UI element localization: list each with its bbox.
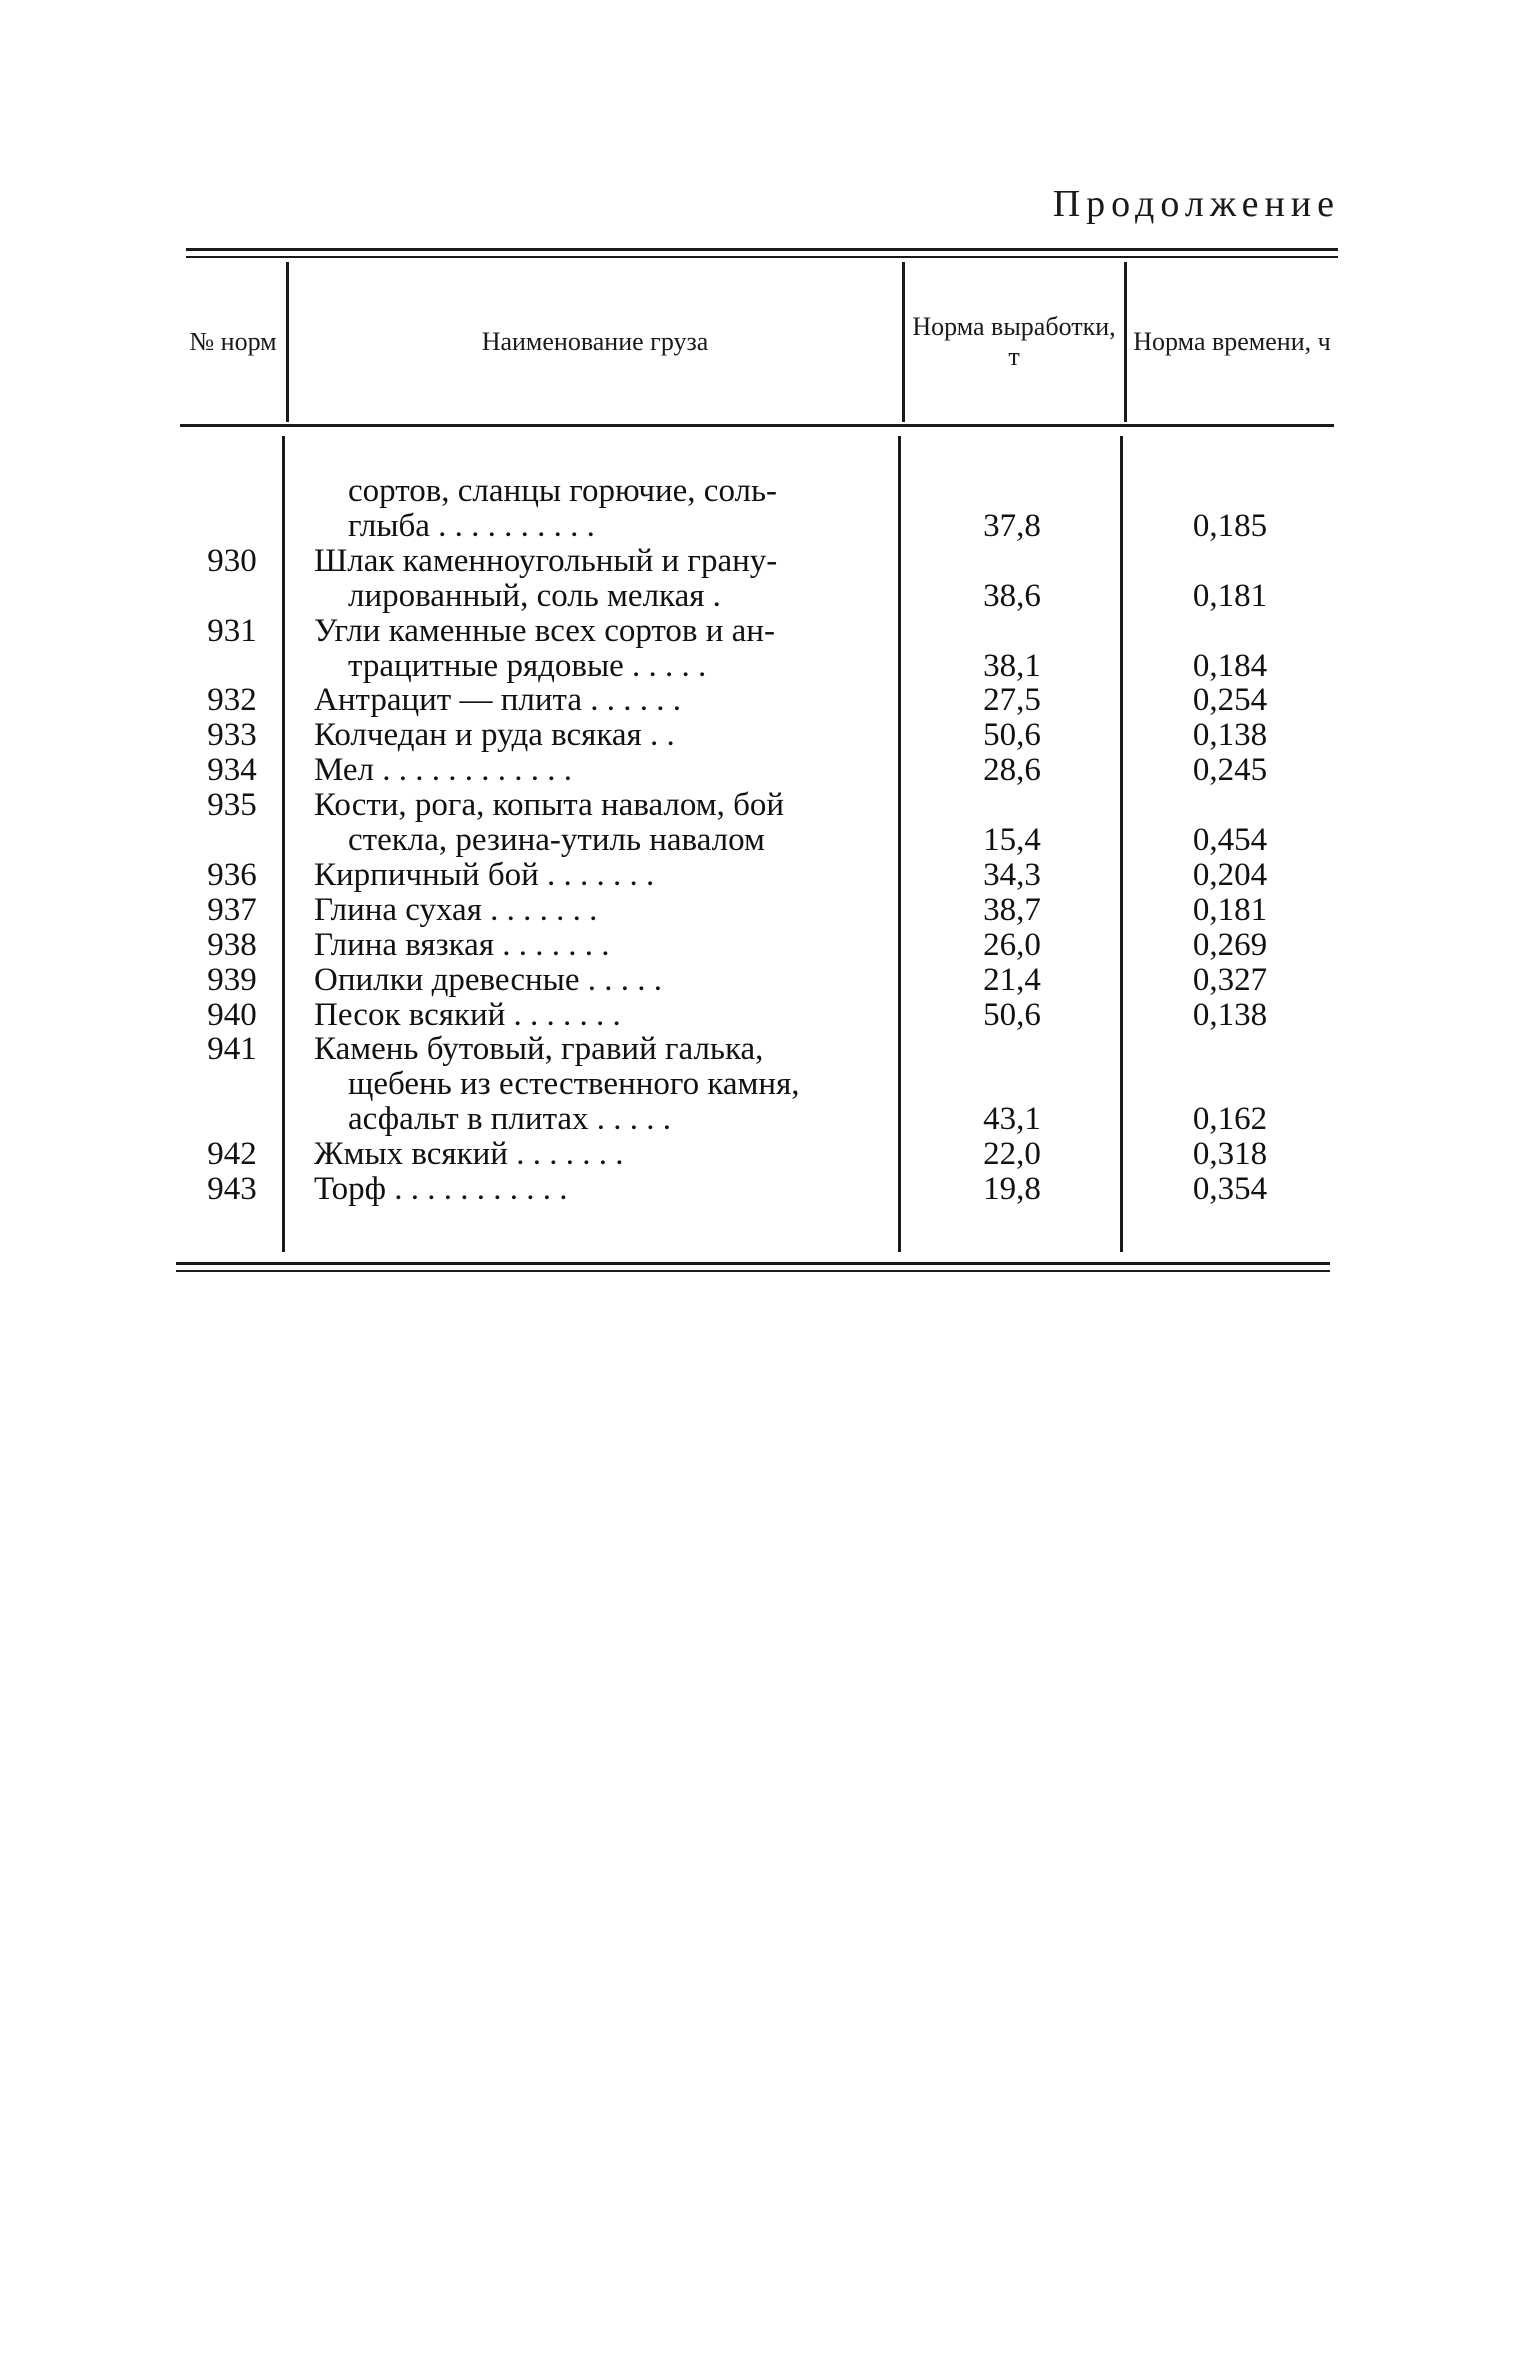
cargo-name: Колчедан и руда всякая . . <box>314 717 675 754</box>
cargo-name: Глина вязкая . . . . . . . <box>314 926 610 963</box>
cargo-name: щебень из естественного камня, <box>348 1066 800 1103</box>
header-bottom-rule <box>180 424 1334 427</box>
time-norm: 0,318 <box>1192 1136 1268 1173</box>
time-norm: 0,184 <box>1192 647 1268 684</box>
row-number: 932 <box>207 682 257 719</box>
output-norm: 26,0 <box>983 926 1041 963</box>
time-norm: 0,162 <box>1192 1101 1268 1138</box>
output-norm: 19,8 <box>983 1171 1041 1207</box>
cargo-name: Шлак каменноугольный и грану- <box>314 542 778 579</box>
col-sep-1-header <box>286 262 289 422</box>
cargo-name: Кирпичный бой . . . . . . . <box>314 856 655 893</box>
header-output: Норма выработки, т <box>912 312 1116 371</box>
row-number: 942 <box>207 1136 257 1173</box>
header-number: № норм <box>189 327 277 356</box>
time-norm: 0,269 <box>1192 926 1268 963</box>
output-norm: 50,6 <box>983 996 1041 1033</box>
header-time: Норма времени, ч <box>1133 327 1331 356</box>
row-number: 931 <box>207 612 257 649</box>
row-number: 938 <box>207 926 257 963</box>
cargo-name: сортов, сланцы горючие, соль- <box>348 473 778 509</box>
row-number: 936 <box>207 856 257 893</box>
row-number: 943 <box>207 1171 257 1207</box>
table-top-rule <box>186 248 1338 251</box>
table-bottom-rule-thin <box>176 1270 1330 1272</box>
cargo-name: глыба . . . . . . . . . . <box>348 507 595 544</box>
col-sep-1-body <box>282 436 285 1252</box>
output-norm: 43,1 <box>983 1101 1041 1138</box>
table-top-rule-thin <box>186 256 1338 258</box>
time-norm: 0,181 <box>1192 891 1268 928</box>
cargo-name: Мел . . . . . . . . . . . . <box>314 752 573 789</box>
time-norm: 0,354 <box>1192 1171 1268 1207</box>
row-number: 933 <box>207 717 257 754</box>
row-number: 941 <box>207 1031 257 1068</box>
time-norm: 0,327 <box>1192 961 1268 998</box>
row-number: 934 <box>207 752 257 789</box>
time-norm: 0,454 <box>1192 822 1268 858</box>
row-number: 937 <box>207 891 257 928</box>
cargo-name: асфальт в плитах . . . . . <box>348 1101 672 1138</box>
row-number: 939 <box>207 961 257 998</box>
output-norm: 15,4 <box>983 822 1041 858</box>
row-number: 940 <box>207 996 257 1033</box>
cargo-name: лированный, соль мелкая . <box>348 577 721 614</box>
col-sep-3-header <box>1124 262 1127 422</box>
time-norm: 0,204 <box>1192 856 1268 893</box>
output-norm: 22,0 <box>983 1136 1041 1173</box>
time-norm: 0,254 <box>1192 682 1268 719</box>
cargo-name: Камень бутовый, гравий галька, <box>314 1031 764 1068</box>
cargo-name: Опилки древесные . . . . . <box>314 961 662 998</box>
output-norm: 38,1 <box>983 647 1041 684</box>
cargo-name: Кости, рога, копыта навалом, бой <box>314 787 785 824</box>
cargo-name: Торф . . . . . . . . . . . <box>314 1171 568 1207</box>
cargo-name: Жмых всякий . . . . . . . <box>314 1136 624 1173</box>
output-norm: 37,8 <box>983 507 1041 544</box>
time-norm: 0,181 <box>1192 577 1268 614</box>
continuation-label: Продолжение <box>1052 183 1340 225</box>
output-norm: 21,4 <box>983 961 1041 998</box>
output-norm: 34,3 <box>983 856 1041 893</box>
output-norm: 28,6 <box>983 752 1041 789</box>
cargo-name: Песок всякий . . . . . . . <box>314 996 621 1033</box>
col-sep-2-header <box>902 262 905 422</box>
header-name: Наименование груза <box>481 327 709 356</box>
output-norm: 27,5 <box>983 682 1041 719</box>
output-norm: 50,6 <box>983 717 1041 754</box>
time-norm: 0,138 <box>1192 717 1268 754</box>
cargo-name: Угли каменные всех сортов и ан- <box>314 612 775 649</box>
table-bottom-rule <box>176 1262 1330 1265</box>
output-norm: 38,6 <box>983 577 1041 614</box>
cargo-name: трацитные рядовые . . . . . <box>348 647 707 684</box>
time-norm: 0,138 <box>1192 996 1268 1033</box>
time-norm: 0,245 <box>1192 752 1268 789</box>
col-sep-3-body <box>1120 436 1123 1252</box>
row-number: 935 <box>207 787 257 824</box>
cargo-name: стекла, резина-утиль навалом <box>348 822 765 858</box>
row-number: 930 <box>207 542 257 579</box>
output-norm: 38,7 <box>983 891 1041 928</box>
cargo-name: Антрацит — плита . . . . . . <box>314 682 681 719</box>
time-norm: 0,185 <box>1192 507 1268 544</box>
cargo-name: Глина сухая . . . . . . . <box>314 891 598 928</box>
